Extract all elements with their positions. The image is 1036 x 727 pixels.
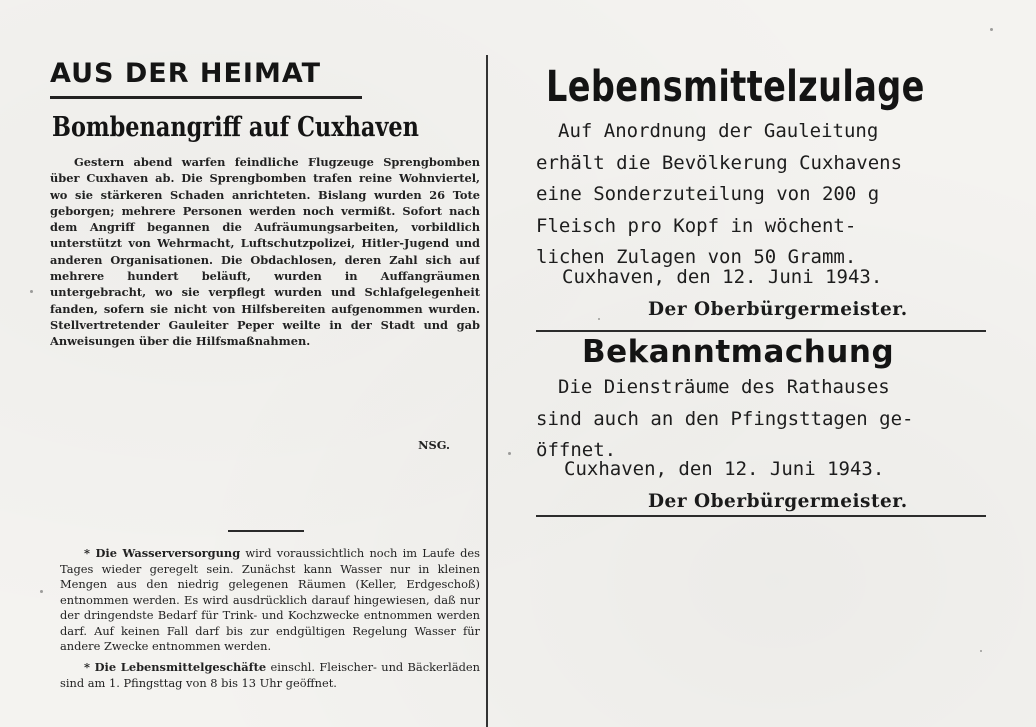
left-column-clipping bbox=[50, 58, 480, 727]
article-title: Bombenangriff auf Cuxhaven bbox=[52, 112, 419, 143]
announcement-title: Bekanntmachung bbox=[582, 334, 895, 370]
right-column-announcements bbox=[536, 62, 986, 532]
food-supplement-line: erhält die Bevölkerung Cuxhavens bbox=[536, 151, 903, 174]
announcement-body bbox=[536, 372, 986, 467]
food-supplement-line: eine Sonderzuteilung von 200 g bbox=[536, 183, 880, 205]
food-supplement-line: Fleisch pro Kopf in wöchent- bbox=[536, 214, 857, 237]
shops-notice-lead: * Die Lebensmittelgeschäfte bbox=[84, 660, 267, 674]
food-supplement-title: Lebensmittelzulage bbox=[546, 62, 925, 112]
food-supplement-line: lichen Zulagen von 50 Gramm. bbox=[536, 246, 857, 268]
announcement-line: sind auch an den Pfingsttagen ge- bbox=[536, 407, 914, 430]
scan-speck bbox=[40, 590, 43, 593]
announcement-line: öffnet. bbox=[536, 439, 617, 461]
water-notice-text: wird voraussichtlich noch im Laufe des Tages wieder geregelt sein. Zunächst kann Wasser nur in kleinen Mengen aus den niedrig gelegenen Räumen (Keller, Erdgeschoß) entnommen werden. Es wird ausdrücklich darauf hingewiesen, daß nur der dringendste Bedarf für Trink- und Kochzwecke entnommen werden darf. Auf keinen Fall darf bis zur endgültigen Regelung Wasser für andere Zwecke entnommen werden. bbox=[60, 546, 480, 653]
water-notice-lead: * Die Wasserversorgung bbox=[84, 546, 241, 560]
shops-notice-text: einschl. Fleischer- und Bäckerläden sind am 1. Pfingsttag von 8 bis 13 Uhr geöffnet. bbox=[60, 660, 480, 690]
food-supplement-body bbox=[536, 116, 986, 274]
food-supplement-date: Cuxhaven, den 12. Juni 1943. bbox=[562, 266, 883, 288]
section-header-underline bbox=[50, 96, 362, 99]
section-header: AUS DER HEIMAT bbox=[50, 58, 322, 89]
food-supplement-signature: Der Oberbürgermeister. bbox=[648, 299, 908, 320]
article-body: Gestern abend warfen feindliche Flugzeuge Sprengbomben über Cuxhaven ab. Die Sprengbomben trafen reine Wohnviertel, wo sie stärkeren Schaden anrichteten. Bislang wurden 26 Tote geborgen; mehrere Personen werden noch vermißt. Sofort nach dem Angriff begannen die Aufräumungsarbeiten, vorbildlich unterstützt von Wehrmacht, Luftschutzpolizei, Hitler-Jugend und anderen Organisationen. Die Obdachlosen, deren Zahl sich auf mehrere hundert beläuft, wurden in Auffangräumen untergebracht, wo sie verpflegt wurden und Schlafgelegenheit fanden, sofern sie nicht von Hilfsbereiten aufgenommen wurden. Stellvertretender Gauleiter Peper weilte in der Stadt und gab Anweisungen über die Hilfsmaßnahmen. bbox=[50, 155, 480, 349]
water-supply-notice bbox=[60, 546, 480, 655]
article-signature: NSG. bbox=[418, 438, 450, 452]
announcement-signature: Der Oberbürgermeister. bbox=[648, 491, 908, 512]
scan-speck bbox=[598, 318, 600, 320]
article-separator-rule bbox=[228, 530, 304, 532]
announcement-date: Cuxhaven, den 12. Juni 1943. bbox=[564, 458, 885, 480]
announcement-bottom-rule bbox=[536, 515, 986, 517]
announcement-line: Die Diensträume des Rathauses bbox=[558, 376, 890, 398]
scan-speck bbox=[980, 650, 982, 652]
food-shops-notice bbox=[60, 660, 480, 691]
column-divider-line bbox=[486, 55, 488, 727]
scan-speck bbox=[990, 28, 993, 31]
food-supplement-line: Auf Anordnung der Gauleitung bbox=[558, 120, 879, 142]
announcement-separator-rule bbox=[536, 330, 986, 332]
scan-speck bbox=[508, 452, 511, 455]
scan-speck bbox=[30, 290, 33, 293]
